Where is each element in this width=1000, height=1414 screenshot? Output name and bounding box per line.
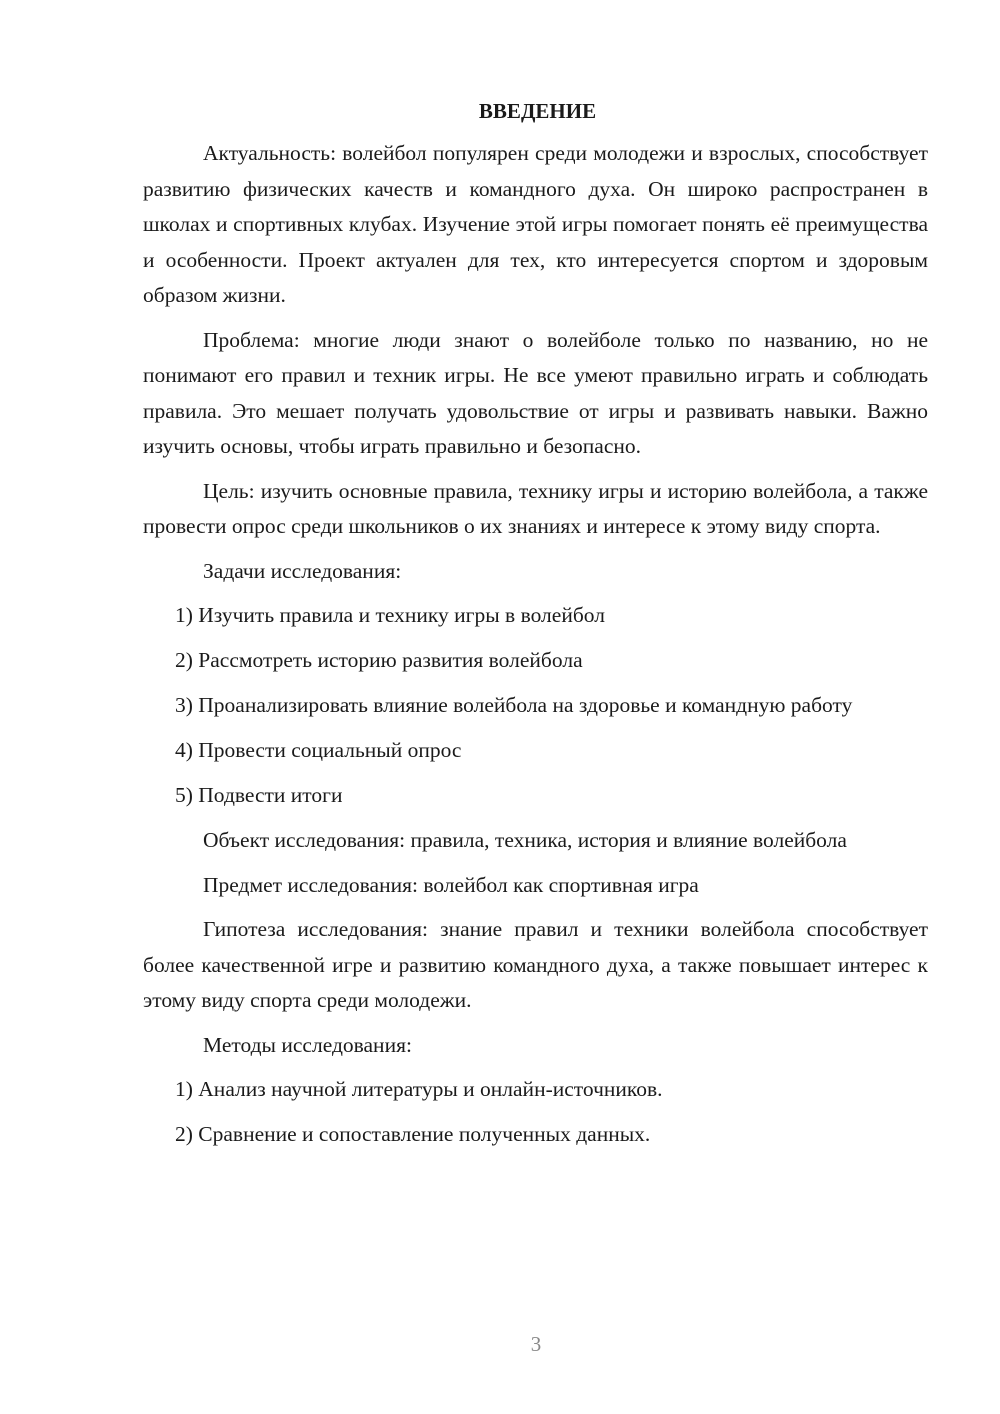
task-item: 4) Провести социальный опрос bbox=[175, 738, 462, 762]
task-item: 5) Подвести итоги bbox=[175, 783, 343, 807]
subject-paragraph: Предмет исследования: волейбол как спортивная игра bbox=[203, 872, 699, 897]
hypothesis-paragraph: Гипотеза исследования: знание правил и техники волейбола способствует более качественной игре и развитию командного духа, а также повышает интерес к этому виду спорта среди молодежи. bbox=[143, 917, 928, 1012]
methods-heading: Методы исследования: bbox=[203, 1032, 412, 1057]
object-paragraph: Объект исследования: правила, техника, история и влияние волейбола bbox=[203, 828, 847, 852]
page-title: ВВЕДЕНИЕ bbox=[478, 99, 597, 123]
goal-paragraph: Цель: изучить основные правила, технику игры и историю волейбола, а также провести опрос среди школьников о их знаниях и интересе к этому виду спорта. bbox=[143, 478, 928, 538]
problem-paragraph: Проблема: многие люди знают о волейболе только по названию, но не понимают его правил и техник игры. Не все умеют правильно играть и соблюдать правила. Это мешает получать удовольствие от игры и развивать навыки. Важно изучить основы, чтобы играть правильно и безопасно. bbox=[143, 327, 928, 458]
document-page bbox=[143, 96, 928, 1162]
tasks-heading: Задачи исследования: bbox=[203, 558, 402, 583]
method-item: 1) Анализ научной литературы и онлайн-источников. bbox=[175, 1077, 663, 1101]
task-item: 1) Изучить правила и технику игры в волейбол bbox=[175, 603, 605, 627]
method-item: 2) Сравнение и сопоставление полученных данных. bbox=[175, 1122, 651, 1146]
relevance-paragraph: Актуальность: волейбол популярен среди молодежи и взрослых, способствует развитию физических качеств и командного духа. Он широко распространен в школах и спортивных клубах. Изучение этой игры помогает понять её преимущества и особенности. Проект актуален для тех, кто интересуется спортом и здоровым образом жизни. bbox=[143, 141, 928, 307]
task-item: 3) Проанализировать влияние волейбола на здоровье и командную работу bbox=[175, 693, 853, 717]
task-item: 2) Рассмотреть историю развития волейбола bbox=[175, 648, 583, 672]
page-number: 3 bbox=[530, 1332, 542, 1356]
